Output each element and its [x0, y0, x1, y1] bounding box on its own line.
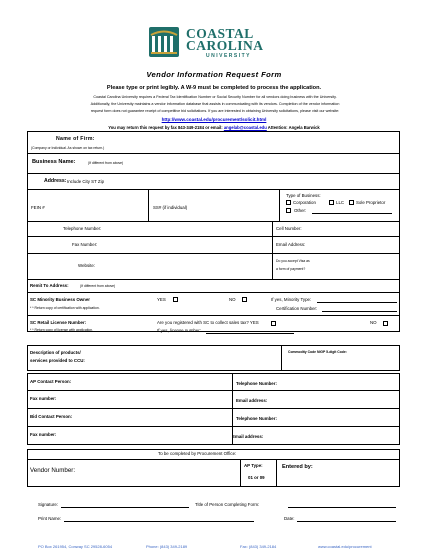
commodity-code-label: Commodity Code NIGP 5-digit Code: [288, 350, 347, 354]
fein-label: FEIN # [31, 205, 45, 210]
telephone-label: Telephone Number: [63, 226, 102, 231]
return-instructions [0, 125, 428, 130]
footer-website[interactable]: www.coastal.edu/procurement [318, 544, 372, 549]
title-of-person-label: Title of Person Completing Form: [195, 502, 260, 507]
website-label: Website: [78, 263, 96, 268]
university-logo [148, 26, 288, 60]
registered-yes-checkbox[interactable] [271, 321, 276, 326]
ap-contact-label: AP Contact Person: [30, 379, 72, 384]
print-name-line[interactable] [64, 521, 254, 522]
minority-no-label: NO [229, 297, 236, 302]
address-note: Include City ST Zip [67, 179, 105, 184]
ap-fax-label: Fax number: [30, 396, 57, 401]
registered-question: Are you registered with SC to collect sales tax? YES [157, 320, 259, 325]
intro-line-3: request form does not guarantee receipt of competitive bid solicitations. If you are interested in obtaining University solicitations, please visit our website: [90, 108, 340, 113]
form-title: Vendor Information Request Form [146, 70, 282, 79]
logo-seal-icon [148, 26, 180, 58]
registered-no-checkbox[interactable] [383, 321, 388, 326]
other-line[interactable] [312, 213, 392, 214]
intro-line-2: Additionally, the University maintains a vendor information database that assists in communicating with its vendors. Completion of the vendor information [90, 101, 340, 106]
date-label: Date: [284, 516, 295, 521]
minority-yes-checkbox[interactable] [173, 297, 178, 302]
sc-minority-label: SC Minority Business Owner [30, 297, 91, 302]
form-subtitle: Please type or print legibly. A W-9 must be completed to process the application. [106, 85, 322, 91]
return-prefix: You may return this request by fax 843-349-2184 or email: [108, 125, 224, 130]
logo-line3: UNIVERSITY [206, 53, 252, 59]
minority-type-line[interactable] [317, 302, 397, 303]
bid-contact-label: Bid Contact Person: [30, 414, 73, 419]
certification-number-label: Certification Number: [276, 306, 318, 311]
sole-proprietor-label: Sole Proprietor [356, 200, 386, 205]
cell-label: Cell Number: [276, 226, 302, 231]
email-label: Email Address: [276, 242, 306, 247]
vendor-number-label: Vendor Number: [30, 467, 76, 474]
minority-no-checkbox[interactable] [242, 297, 247, 302]
footer-po-box: PO Box 261954, Conway SC 29528-6054 [38, 544, 113, 549]
business-name-label: Business Name: [32, 159, 76, 165]
signature-line[interactable] [61, 507, 189, 508]
bid-telephone-label: Telephone Number: [236, 416, 277, 421]
visa-question-line1: Do you accept Visa as [276, 259, 310, 263]
entered-by-label: Entered by: [282, 464, 313, 470]
sc-retail-note: * * Return copy of license with application. [30, 328, 94, 332]
license-number-label: If yes, license number: [157, 328, 201, 333]
visa-question-line2: a form of payment? [276, 267, 306, 271]
contacts-table [27, 373, 400, 445]
certification-number-line[interactable] [322, 311, 397, 312]
signature-label: Signature: [38, 502, 59, 507]
bid-fax-label: Fax number: [30, 432, 57, 437]
llc-label: LLC [336, 200, 345, 205]
remit-to-note: (If different from above) [80, 284, 116, 288]
ssn-label: SS# (if individual) [153, 205, 188, 210]
ap-telephone-label: Telephone Number: [236, 381, 277, 386]
llc-checkbox[interactable] [329, 200, 334, 205]
name-of-firm-label: Name of Firm: [56, 136, 95, 142]
intro-paragraph [40, 94, 390, 114]
sole-proprietor-checkbox[interactable] [349, 200, 354, 205]
date-line[interactable] [297, 521, 396, 522]
return-suffix: Attention: Angela Barwick [266, 125, 320, 130]
sc-retail-label: SC Retail License Number: [30, 320, 87, 325]
address-label: Address: [44, 178, 67, 184]
business-name-note: (If different from above) [88, 161, 124, 165]
footer-phone: Phone: (843) 349-2189 [146, 544, 188, 549]
license-number-line[interactable] [206, 333, 294, 334]
logo-line2: CAROLINA [186, 38, 264, 53]
ap-type-label: AP Type: [244, 463, 263, 468]
other-label: Other: [294, 208, 307, 213]
remit-to-label: Remit To Address: [30, 283, 69, 288]
registered-no-label: NO [370, 320, 377, 325]
procurement-note: To be completed by Procurement Office: [158, 451, 237, 456]
minority-type-label: If yes, Minority Type: [271, 297, 312, 302]
corporation-checkbox[interactable] [286, 200, 291, 205]
description-line2: services provided to CCU: [30, 358, 85, 363]
other-checkbox[interactable] [286, 208, 291, 213]
title-of-person-line[interactable] [288, 507, 396, 508]
logo-line1: COASTAL [186, 26, 254, 41]
sc-minority-note: * * Return copy of certification with application. [30, 306, 100, 310]
description-line1: Description of products/ [30, 350, 81, 355]
print-name-label: Print Name: [38, 516, 62, 521]
intro-line-1: Coastal Carolina University requires a Federal Tax Identification Number or Social Security Number for all vendors doing business with the University. [93, 95, 337, 99]
ap-email-label: Email address: [236, 398, 268, 403]
type-of-business-label: Type of Business: [286, 193, 321, 198]
return-email-link[interactable]: angelab@coastal.edu [223, 125, 267, 130]
name-of-firm-note: (Company or Individual. As shown on tax return.) [31, 146, 105, 150]
solicitation-link[interactable]: http://www.coastal.edu/procurement/solicit.html [161, 117, 267, 122]
fax-label: Fax Number: [72, 242, 98, 247]
ap-type-values: 01 or 09 [248, 475, 265, 480]
corporation-label: Corporation [293, 200, 316, 205]
footer-fax: Fax: (843) 349-2184 [240, 544, 277, 549]
minority-yes-label: YES [157, 297, 166, 302]
bid-email-label: Email address: [232, 434, 264, 439]
